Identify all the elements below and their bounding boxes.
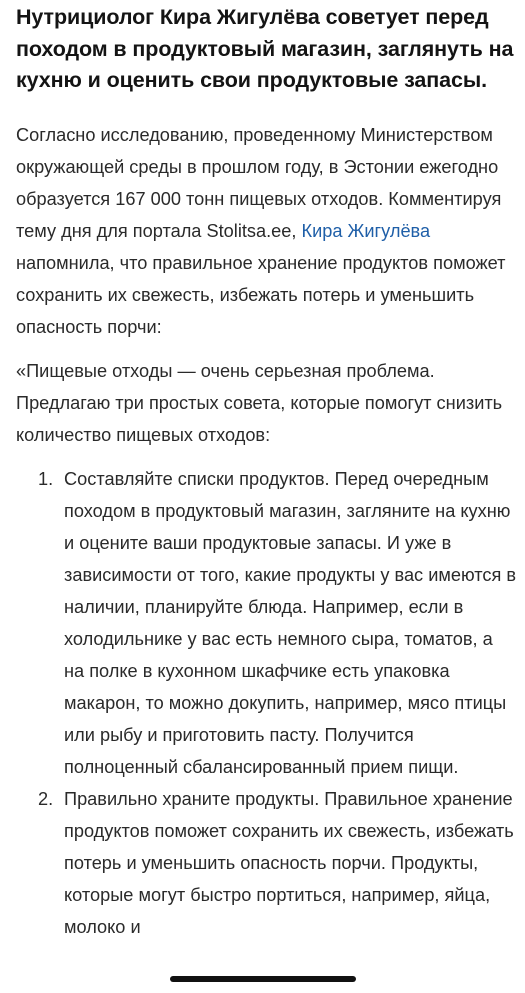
- bottom-edge: [0, 986, 525, 993]
- intro-text-after-link: напомнила, что правильное хранение продуктов поможет сохранить их свежесть, избежать потерь и уменьшить опасность порчи:: [16, 252, 506, 337]
- intro-paragraph: [16, 119, 516, 343]
- author-link[interactable]: Кира Жигулёва: [301, 220, 431, 241]
- tip-item-1: [38, 463, 517, 783]
- tip-number: 2.: [38, 788, 54, 809]
- tip-text: Составляйте списки продуктов. Перед очередным походом в продуктовый магазин, загляните на кухню и оцените ваши продуктовые запасы. И уже в зависимости от того, какие продукты у вас имеются в наличии, планируйте блюда. Например, если в холодильнике у вас есть немного сыра, томатов, а на полке в кухонном шкафчике есть упаковка макарон, то можно докупить, например, мясо птицы или рыбу и приготовить пасту. Получится полноценный сбалансированный прием пищи.: [64, 468, 517, 777]
- article-headline: Нутрициолог Кира Жигулёва советует перед походом в продуктовый магазин, заглянуть на кухню и оценить свои продуктовые запасы.: [16, 5, 514, 92]
- tip-text: Правильно храните продукты. Правильное хранение продуктов поможет сохранить их свежесть, избежать потерь и уменьшить опасность порчи. Продукты, которые могут быстро портиться, например, яйца, молоко и: [64, 788, 514, 937]
- intro-text-before-link: Согласно исследованию, проведенному Министерством окружающей среды в прошлом году, в Эстонии ежегодно образуется 167 000 тонн пищевых отходов. Комментируя тему дня для портала Stolitsa.ee,: [16, 124, 502, 241]
- quote-intro-paragraph: «Пищевые отходы — очень серьезная проблема. Предлагаю три простых совета, которые помогут снизить количество пищевых отходов:: [16, 360, 503, 445]
- tip-number: 1.: [38, 468, 54, 489]
- tips-list: [16, 463, 516, 943]
- tip-item-2: [38, 783, 516, 943]
- home-indicator[interactable]: [170, 976, 356, 982]
- article: [16, 2, 516, 943]
